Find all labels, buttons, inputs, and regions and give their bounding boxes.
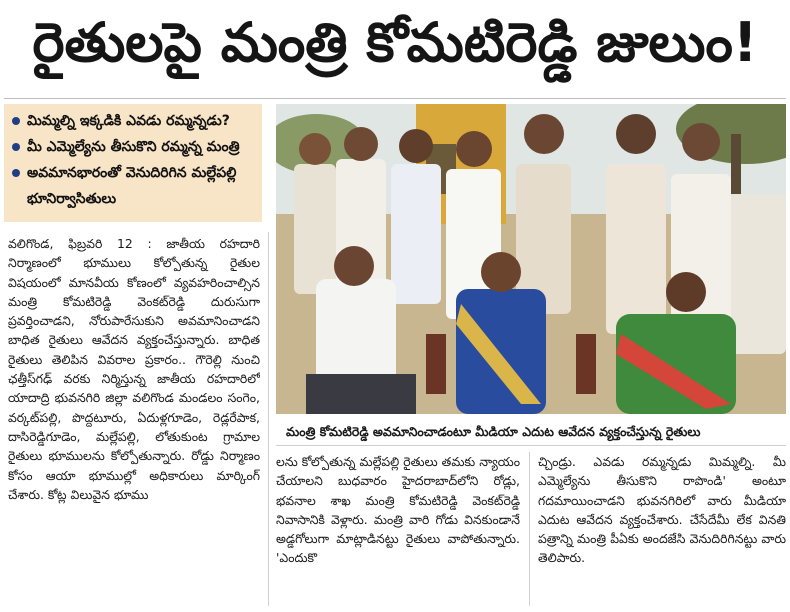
headline-rule [4, 98, 786, 99]
article-column-2 [276, 452, 520, 606]
photo-caption: మంత్రి కోమటిరెడ్డి అవమానించాడంటూ మీడియా ఎదుట ఆవేదన వ్యక్తంచేస్తున్న రైతులు [276, 418, 786, 446]
news-photo [276, 104, 786, 414]
column-divider [268, 232, 269, 606]
subhead [10, 134, 256, 160]
column-divider [529, 452, 530, 606]
subhead-text: మీ ఎమ్మెల్యేను తీసుకొని రమ్మన్న మంత్రి [27, 139, 240, 155]
bullet-icon [12, 169, 20, 177]
photo-illustration [276, 104, 786, 414]
bullet-icon [12, 117, 20, 125]
bullet-icon [12, 143, 20, 151]
subhead [10, 108, 256, 134]
headline: రైతులపై మంత్రి కోమటిరెడ్డి జులుం! [32, 10, 758, 74]
article-text: చ్చిండ్రు. ఎవడు రమ్మన్నడు మిమ్మల్ని. మీ ఎమ్మెల్యేను తీసుకొని రాపొండి' అంటూ గదమాయించాడని భువనగిరిలో వారు మీడియా ఎదుట ఆవేదన వ్యక్తంచేశారు. చేసేదేమీ లేక వినతి పత్రాన్ని మంత్రి పీఏకు అందజేసి వెనుదిరిగినట్టు వారు తెలిపారు. [538, 454, 786, 566]
subheads-box [4, 104, 262, 222]
subhead-text: అవమానభారంతో వెనుదిరిగిన మల్లేపల్లి భూనిర్వాసితులు [27, 165, 237, 207]
article-column-1 [8, 234, 260, 606]
subhead [10, 160, 256, 212]
subhead-text: మిమ్మల్ని ఇక్కడికి ఎవడు రమ్మన్నడు? [27, 113, 230, 129]
article-text: వలిగొండ, ఫిబ్రవరి 12 : జాతీయ రహదారి నిర్మాణంలో భూములు కోల్పోతున్న రైతుల విషయంలో మానవీయ కోణంలో వ్యవహరించాల్సిన మంత్రి కోమటిరెడ్డి వెంకట్‌రెడ్డి దురుసుగా ప్రవర్తించాడని, నోరుపారేసుకుని అవమానించాడని బాధిత రైతులు ఆవేదన వ్యక్తంచేస్తున్నారు. బాధిత రైతులు తెలిపిన వివరాల ప్రకారం.. గౌరెల్లి నుంచి ఛత్తీస్‌గఢ్ వరకు నిర్మిస్తున్న జాతీయ రహదారిలో యాదాద్రి భువనగిరి జిల్లా వలిగొండ మండలం సంగెం, వర్కట్‌పల్లి, పొద్దటూరు, ఏదుళ్లగూడెం, రెడ్లరేపాక, దాసిరెడ్డిగూడెం, మల్లేపల్లి, లోతుకుంట గ్రామాల రైతులు భూములను కోల్పోతున్నారు. రోడ్డు నిర్మాణం కోసం ఆయా భూముల్లో అధికారులు మార్కింగ్ చేశారు. కోట్ల విలువైన భూము [8, 236, 260, 502]
article-column-3 [538, 452, 786, 606]
article-text: లను కోల్పోతున్న మల్లేపల్లి రైతులు తమకు న్యాయం చేయాలని బుధవారం హైదరాబాద్‌లోని రోడ్లు, భవనాల శాఖ మంత్రి కోమటిరెడ్డి వెంకట్‌రెడ్డి నివాసానికి వెళ్లారు. మంత్రి వారి గోడు వినకుండానే అడ్డగోలుగా మాట్లాడినట్టు రైతులు వాపోతున్నారు. 'ఎందుకొ [276, 454, 520, 566]
